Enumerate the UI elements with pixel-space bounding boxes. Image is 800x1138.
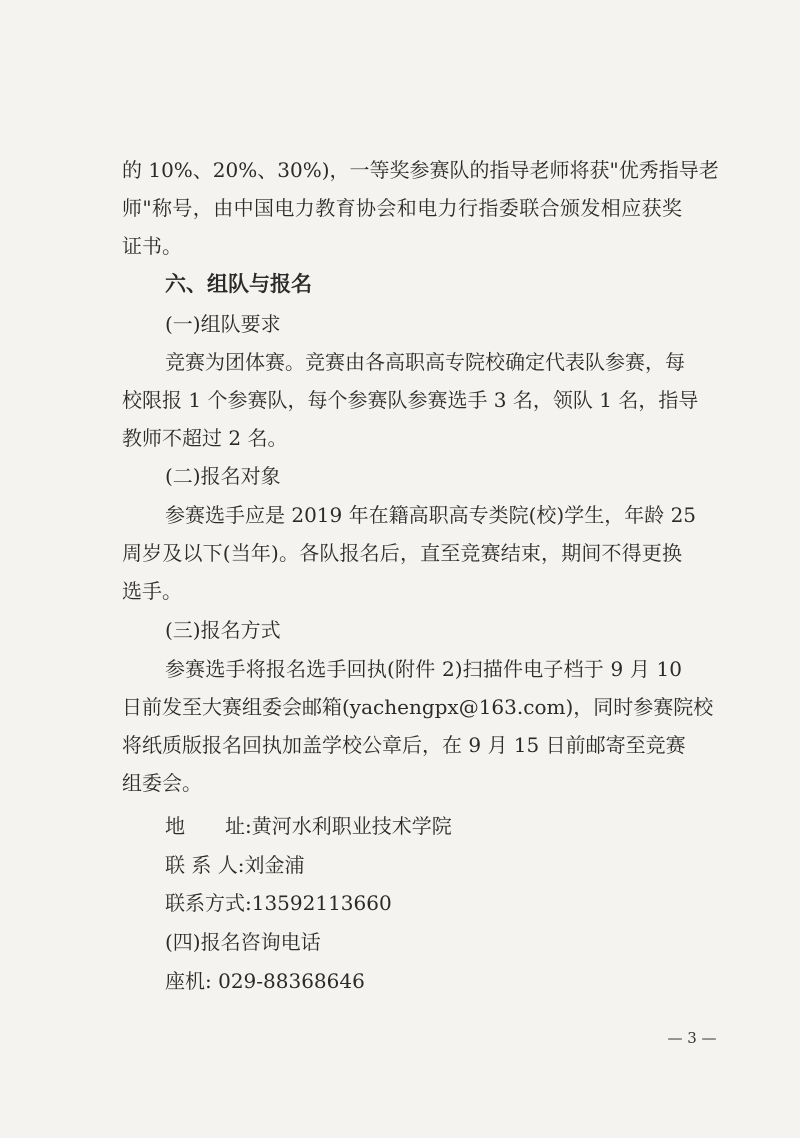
- team-requirement-line-1: 竞赛为团体赛。竞赛由各高职高专院校确定代表队参赛，每: [165, 350, 685, 374]
- team-requirement-line-3: 教师不超过 2 名。: [122, 426, 288, 450]
- landline-line: 座机: 029-88368646: [165, 969, 365, 993]
- method-line-1: 参赛选手将报名选手回执(附件 2)扫描件电子档于 9 月 10: [165, 657, 682, 681]
- subsection-3-heading: (三)报名方式: [165, 618, 281, 642]
- method-line-3: 将纸质版报名回执加盖学校公章后，在 9 月 15 日前邮寄至竞赛: [122, 733, 686, 757]
- method-line-4: 组委会。: [122, 771, 202, 795]
- method-line-2: 日前发至大赛组委会邮箱(yachengpx@163.com)，同时参赛院校: [122, 695, 714, 719]
- page-number: — 3 —: [667, 1029, 717, 1047]
- subsection-2-heading: (二)报名对象: [165, 464, 281, 488]
- award-paragraph-line-1: 的 10%、20%、30%)，一等奖参赛队的指导老师将获"优秀指导老: [122, 158, 719, 182]
- contact-phone-line: 联系方式:13592113660: [165, 891, 392, 915]
- subsection-4-heading: (四)报名咨询电话: [165, 930, 321, 954]
- award-paragraph-line-2: 师"称号，由中国电力教育协会和电力行指委联合颁发相应获奖: [122, 196, 682, 220]
- eligibility-line-3: 选手。: [122, 579, 182, 603]
- subsection-1-heading: (一)组队要求: [165, 312, 281, 336]
- section-6-heading: 六、组队与报名: [165, 271, 312, 296]
- eligibility-line-1: 参赛选手应是 2019 年在籍高职高专类院(校)学生，年龄 25: [165, 503, 697, 527]
- award-paragraph-line-3: 证书。: [122, 234, 182, 258]
- team-requirement-line-2: 校限报 1 个参赛队，每个参赛队参赛选手 3 名，领队 1 名，指导: [122, 388, 699, 412]
- eligibility-line-2: 周岁及以下(当年)。各队报名后，直至竞赛结束，期间不得更换: [122, 541, 682, 565]
- contact-person-line: 联 系 人:刘金浦: [165, 853, 305, 877]
- address-line: 地 址:黄河水利职业技术学院: [165, 814, 452, 838]
